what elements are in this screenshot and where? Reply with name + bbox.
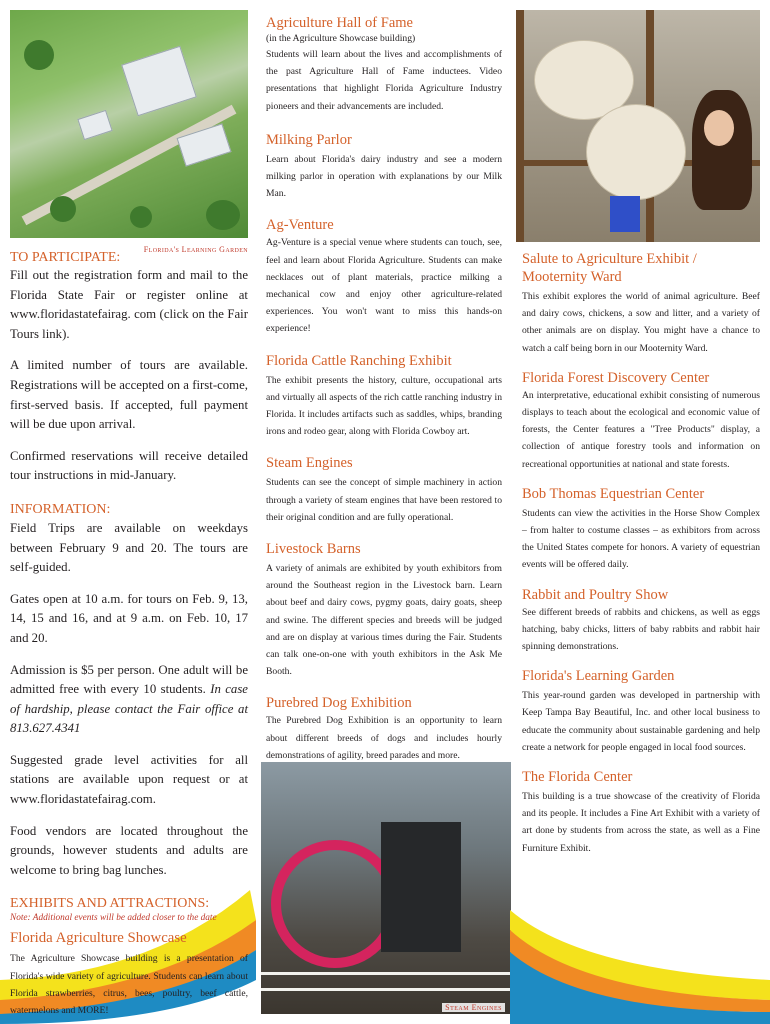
tree (130, 206, 152, 228)
participate-text: Fill out the registration form and mail to the Florida State Fair or register online at www.floridastatefairag. com (click on the Fair Tours link). (10, 268, 248, 341)
tree (50, 196, 76, 222)
limited-text: A limited number of tours are available. Registrations will be accepted on a first-come, first-served basis. If accepted, full payment will be due upon arrival. (10, 358, 248, 432)
center-text: This building is a true showcase of the creativity of Florida and its people. It includes a Fine Art Exhibit with a variety of art done by students from across the state, as well as a Fine Furniture Exhibit. (522, 791, 760, 854)
fence-rail (261, 972, 511, 975)
fence-rail (261, 988, 511, 991)
cattle-text: The exhibit presents the history, culture, occupational arts and virtually all aspects of the rich cattle ranching industry in Florida. It includes artifacts such as saddles, whips, branding irons and rodeo gear, along with Florida Cowboy art. (266, 374, 502, 438)
confirmed-text: Confirmed reservations will receive detailed tour instructions in mid-January. (10, 448, 248, 483)
steam-text: Students can see the concept of simple machinery in action through a variety of steam engines that have been restored to their original condition and are fully operational. (266, 477, 502, 523)
forest-title: Florida Forest Discovery Center (522, 369, 710, 386)
salute-title: Salute to Agriculture Exhibit / Mooternity Ward (522, 251, 697, 285)
rabbit-text: See different breeds of rabbits and chickens, as well as eggs hatching, baby chicks, litters of baby rabbits and rabbit hair spinning demonstrations. (522, 606, 760, 653)
steam-title: Steam Engines (266, 455, 353, 472)
hall-subtitle: (in the Agriculture Showcase building) (266, 33, 416, 44)
milking-title: Milking Parlor (266, 131, 352, 148)
agventure-title: Ag-Venture (266, 217, 334, 234)
building (77, 110, 112, 140)
girl-face (704, 110, 734, 146)
gates-text: Gates open at 10 a.m. for tours on Feb. 9, 13, 14, 15 and 16, and at 9 a.m. on Feb. 10, 17 and 20. (10, 591, 248, 645)
participate-title: TO PARTICIPATE: (10, 250, 121, 265)
right-column (522, 250, 760, 857)
girl (692, 90, 752, 210)
dog-title: Purebred Dog Exhibition (266, 695, 412, 712)
aerial-photo (10, 10, 248, 238)
admission-italic: In case of hardship, please contact the Fair office at 813.627.4341 (10, 682, 248, 736)
tree (206, 200, 240, 230)
info-text: Field Trips are available on weekdays between February 9 and 20. The tours are self-guided. (10, 520, 248, 575)
showcase-text: The Agriculture Showcase building is a presentation of Florida's wide variety of agriculture. Students can learn about Florida strawberries, citrus, bees, poultry, beef cattle, watermelons and MORE! (10, 953, 248, 1017)
photo-caption: Florida's Learning Garden (143, 245, 248, 254)
photo-caption: Steam Engines (442, 1003, 505, 1012)
bob-text: Students can view the activities in the Horse Show Complex – from halter to costume classes – as exhibitors from across the United States compete for honors. A variety of equestrian events will be offered daily. (522, 507, 760, 571)
tree (24, 40, 54, 70)
milking-text: Learn about Florida's dairy industry and see a modern milking parlor in operation with explanations by our Milk Man. (266, 153, 502, 200)
middle-column (266, 14, 502, 764)
sheep-photo (516, 10, 760, 242)
flywheel (271, 840, 399, 968)
building (121, 46, 197, 117)
bucket (610, 196, 640, 232)
hall-text: Students will learn about the lives and accomplishments of the past Agriculture Hall of Fame inductees. Video presentations that highlight Florida Agriculture Industry pioneers and their advancements are included. (266, 49, 502, 112)
bob-title: Bob Thomas Equestrian Center (522, 485, 705, 502)
garden-text: This year-round garden was developed in partnership with Keep Tampa Bay Beautiful, Inc. and other local business to educate the community about sustainable gardening and help create a network for people engaged in local food sources. (522, 690, 760, 753)
swoosh-right (510, 870, 770, 1024)
cattle-title: Florida Cattle Ranching Exhibit (266, 352, 452, 369)
salute-text: This exhibit explores the world of animal agriculture. Beef and dairy cows, chickens, a sow and litter, and a variety of other animals are on display. You might have a chance to watch a calf being born in our Mooternity Ward. (522, 291, 760, 354)
info-title: INFORMATION: (10, 501, 111, 517)
admission-text: Admission is $5 per person. One adult will be admitted free with every 10 students. (10, 662, 248, 697)
food-text: Food vendors are located throughout the grounds, however students and adults are welcome to bring bag lunches. (10, 823, 248, 877)
garden-title: Florida's Learning Garden (522, 668, 675, 685)
livestock-title: Livestock Barns (266, 541, 361, 558)
dog-text: The Purebred Dog Exhibition is an opportunity to learn about different breeds of dogs and includes hourly demonstrations of agility, breed parades and more. (266, 715, 502, 761)
fence-post (516, 10, 524, 242)
engine (381, 822, 461, 952)
agventure-text: Ag-Venture is a special venue where students can touch, see, feel and learn about Florida Agriculture. Students can make necklaces out of plant materials, practice milking a mechanical cow and enjoy other agriculture-related experiences. You won't want to miss this hands-on experience! (266, 237, 502, 335)
center-title: The Florida Center (522, 769, 633, 786)
hall-title: Agriculture Hall of Fame (266, 15, 413, 31)
exhibits-note: Note: Additional events will be added closer to the date (10, 913, 217, 924)
forest-text: An interpretative, educational exhibit consisting of numerous displays to teach about the ecological and economic value of forests, the Center features a "Tree Products" display, a collection of antique forestry tools and information on recreational opportunities at national and state forests. (522, 389, 760, 470)
showcase-title: Florida Agriculture Showcase (10, 930, 187, 947)
sheep (586, 104, 686, 200)
admission-paragraph (10, 661, 248, 739)
exhibits-title: EXHIBITS AND ATTRACTIONS: (10, 896, 210, 912)
steam-engine-photo (261, 762, 511, 1014)
livestock-text: A variety of animals are exhibited by youth exhibitors from around the Southeast region in the Livestock barn. Learn about beef and dairy cows, pygmy goats, dairy goats, sheep and swine. The different species and breeds will be judged and are on display at various times during the Fair. Students can talk one-on-one with youth exhibitors in the Ask Me Booth. (266, 563, 502, 678)
left-column (10, 244, 248, 1019)
rabbit-title: Rabbit and Poultry Show (522, 586, 669, 603)
suggested-text: Suggested grade level activities for all stations are available upon request or at www.floridastatefairag.com. (10, 752, 248, 807)
